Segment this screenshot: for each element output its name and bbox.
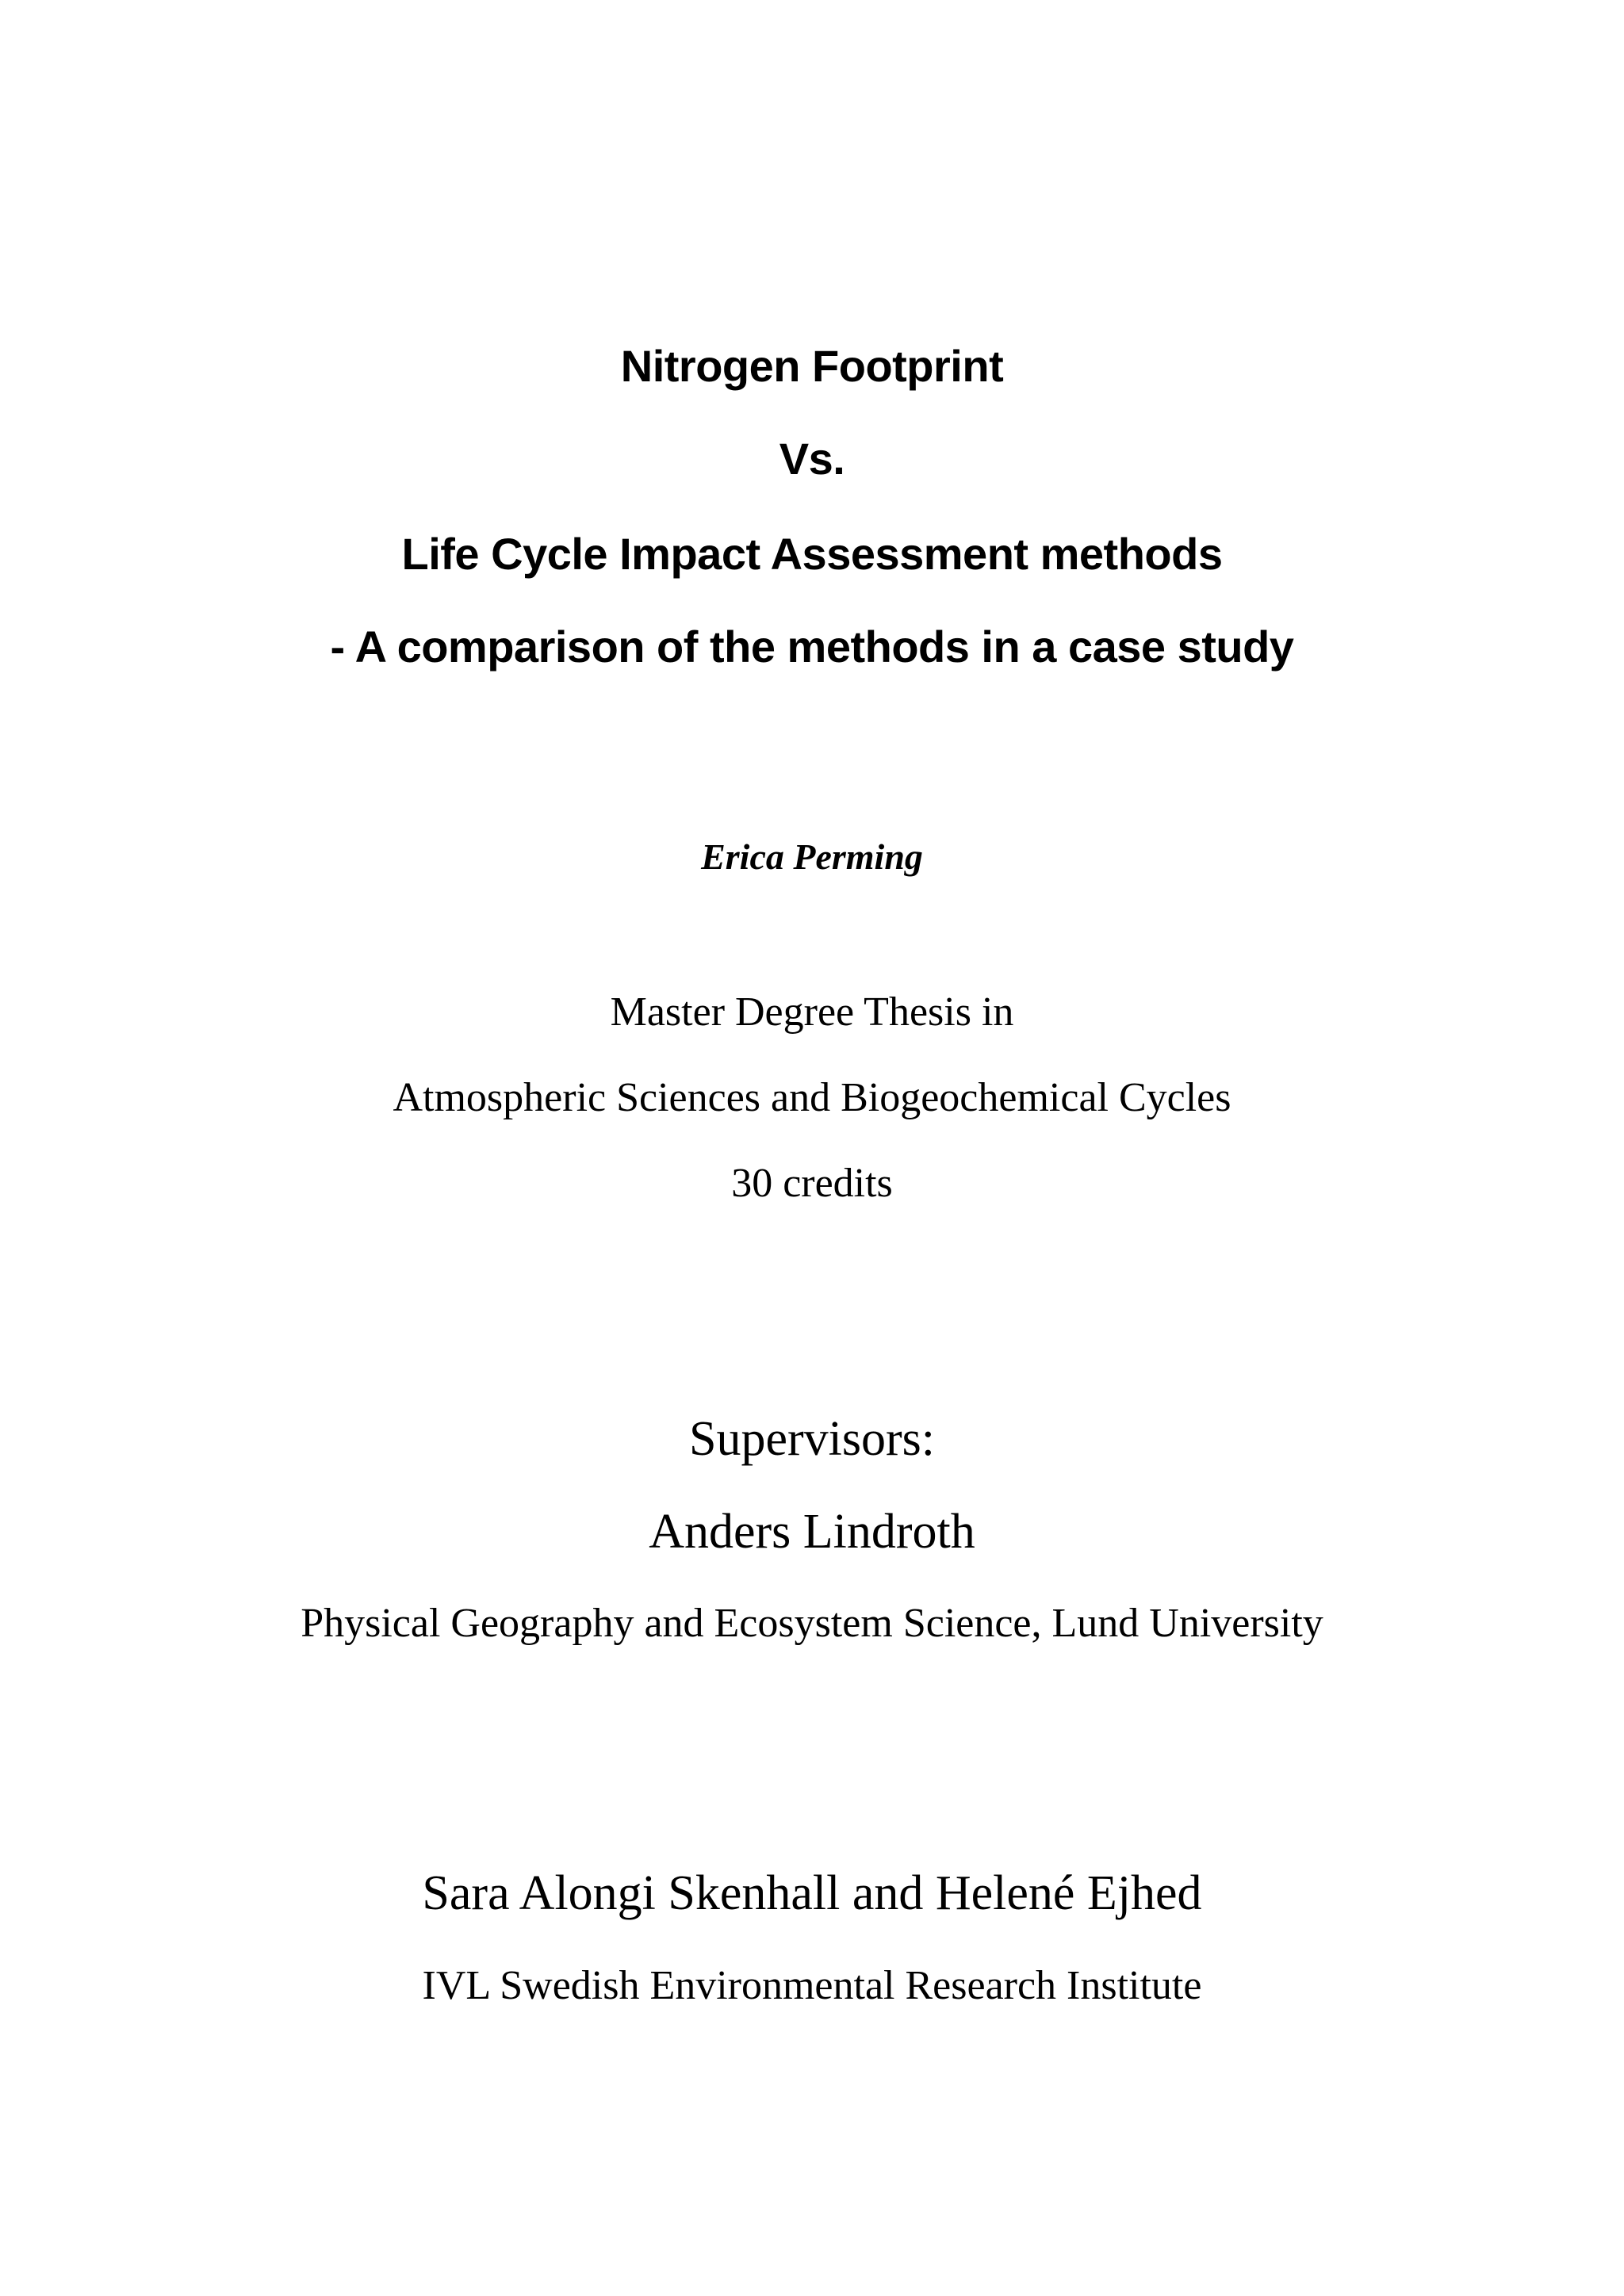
degree-text: Master Degree Thesis in	[610, 989, 1014, 1035]
subtitle: - A comparison of the methods in a case study	[330, 622, 1294, 672]
program-field: Atmospheric Sciences and Biogeochemical Cycles	[393, 1075, 1231, 1120]
supervisor-affiliation: IVL Swedish Environmental Research Institute	[422, 1963, 1202, 2008]
supervisor-name: Sara Alongi Skenhall and Helené Ejhed	[422, 1866, 1202, 1920]
credits-text: 30 credits	[731, 1161, 893, 1206]
supervisors-heading: Supervisors:	[689, 1412, 935, 1466]
author-name: Erica Perming	[701, 836, 923, 877]
supervisor-affiliation: Physical Geography and Ecosystem Science, Lund University	[301, 1601, 1323, 1646]
title-line-3: Life Cycle Impact Assessment methods	[401, 529, 1223, 579]
supervisor-name: Anders Lindroth	[649, 1505, 975, 1559]
title-line-2: Vs.	[779, 434, 845, 484]
title-line-1: Nitrogen Footprint	[620, 341, 1004, 391]
